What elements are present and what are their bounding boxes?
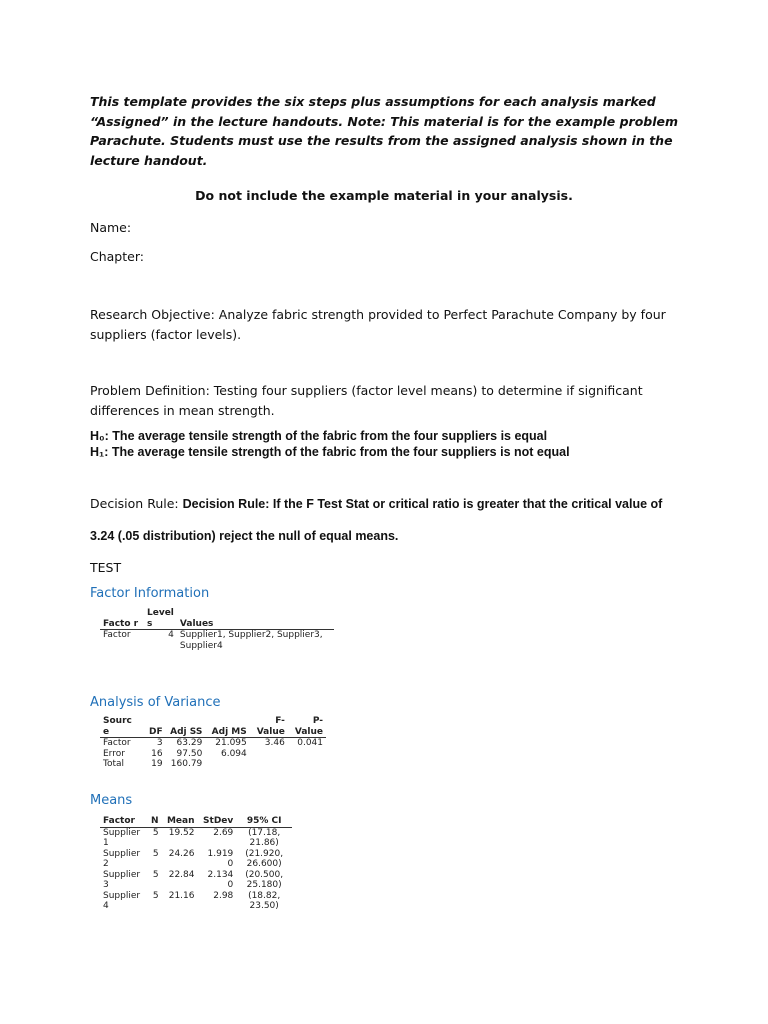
cell-sd: 2.134 0 <box>207 869 234 890</box>
cell-f <box>250 749 288 760</box>
cell-ss: 160.79 <box>170 759 203 769</box>
anova-table <box>100 716 326 770</box>
cell-df: 19 <box>151 759 163 769</box>
cell-n: 5 <box>152 869 159 880</box>
example-warning: Do not include the example material in your analysis. <box>195 188 573 203</box>
decision-rule-text: Decision Rule: If the F Test Stat or critical ratio is greater that the critical value of 3.24 (.05 distribution) reject the null of equal means. <box>90 497 663 543</box>
cell-ci: (17.18, 21.86) <box>248 827 281 848</box>
cell-ci: (20.500, 25.180) <box>245 869 284 890</box>
decision-rule <box>90 488 690 552</box>
col-df: DF <box>148 726 163 737</box>
research-objective: Research Objective: Analyze fabric strength provided to Perfect Parachute Company by four suppliers (factor levels). <box>90 307 666 342</box>
intro-paragraph: This template provides the six steps plus assumptions for each analysis marked “Assigned” in the lecture handouts. Note: This material is for the example problem Parachute. Students must use the results from the assigned analysis shown in the lecture handout. <box>90 94 679 168</box>
col-n: N <box>151 816 159 826</box>
col-adj-ss: Adj SS <box>170 726 203 737</box>
col-adj-ms: Adj MS <box>211 726 247 737</box>
cell-f: 3.46 <box>264 738 285 748</box>
table-row <box>100 849 292 870</box>
col-source: Sourc e <box>103 716 132 737</box>
anova-heading: Analysis of Variance <box>90 695 221 710</box>
cell-source: Total <box>103 759 125 769</box>
col-values: Values <box>179 618 214 629</box>
cell-sd: 2.69 <box>213 827 234 838</box>
cell-source: Error <box>103 748 125 759</box>
alternative-hypothesis: H₁: The average tensile strength of the fabric from the four suppliers is not equal <box>90 444 570 459</box>
cell-factor: Supplier 4 <box>103 890 141 911</box>
hypotheses <box>90 429 570 460</box>
cell-factor: Supplier 3 <box>103 869 141 890</box>
name-label: Name: <box>90 220 132 235</box>
table-row <box>100 759 326 770</box>
col-p-value: P-Value <box>294 716 323 737</box>
factor-information-heading: Factor Information <box>90 586 210 601</box>
cell-n: 5 <box>152 890 159 901</box>
col-stdev: StDev <box>203 816 234 826</box>
cell-sd: 1.919 0 <box>207 848 234 869</box>
table-row <box>100 738 326 749</box>
means-heading: Means <box>90 793 133 808</box>
table-row <box>100 870 292 891</box>
cell-ms <box>205 759 249 770</box>
cell-p: 0.041 <box>297 738 323 748</box>
test-label: TEST <box>90 560 122 575</box>
cell-factor: Factor <box>103 630 131 640</box>
col-mean: Mean <box>166 816 195 826</box>
cell-p <box>288 749 326 760</box>
cell-factor: Supplier 1 <box>103 827 141 848</box>
cell-ss: 63.29 <box>176 738 203 748</box>
cell-ci: (21.920, 26.600) <box>245 848 284 869</box>
col-f-value: F-Value <box>256 716 285 737</box>
table-row <box>100 630 334 652</box>
cell-mean: 24.26 <box>168 848 195 859</box>
chapter-label: Chapter: <box>90 249 144 264</box>
cell-source: Factor <box>103 738 131 748</box>
decision-rule-prefix: Decision Rule: <box>90 496 183 511</box>
cell-factor: Supplier 2 <box>103 848 141 869</box>
cell-mean: 19.52 <box>168 827 195 838</box>
cell-ci: (18.82, 23.50) <box>248 890 281 911</box>
cell-mean: 22.84 <box>168 869 195 880</box>
problem-definition: Problem Definition: Testing four suppliers (factor level means) to determine if significant differences in mean strength. <box>90 383 643 418</box>
cell-n: 5 <box>152 827 159 838</box>
cell-sd: 2.98 <box>213 890 234 901</box>
means-table <box>100 816 292 912</box>
table-row <box>100 749 326 760</box>
cell-p <box>288 759 326 770</box>
cell-f <box>250 759 288 770</box>
col-levels: Level s <box>147 608 174 629</box>
cell-ss: 97.50 <box>176 748 203 759</box>
cell-values: Supplier1, Supplier2, Supplier3, Supplier4 <box>179 630 323 651</box>
cell-df: 3 <box>156 738 163 748</box>
col-factor: Factor <box>103 816 135 826</box>
cell-ms: 6.094 <box>220 748 247 759</box>
null-hypothesis: H₀: The average tensile strength of the fabric from the four suppliers is equal <box>90 429 548 443</box>
cell-ms: 21.095 <box>215 738 247 748</box>
cell-mean: 21.16 <box>168 890 195 901</box>
col-ci: 95% CI <box>246 816 282 826</box>
cell-df: 16 <box>151 748 163 759</box>
factor-information-table <box>100 608 334 651</box>
table-row <box>100 827 292 849</box>
table-row <box>100 891 292 912</box>
col-factor: Facto r <box>103 618 139 629</box>
cell-n: 5 <box>152 848 159 859</box>
cell-levels: 4 <box>168 630 174 640</box>
